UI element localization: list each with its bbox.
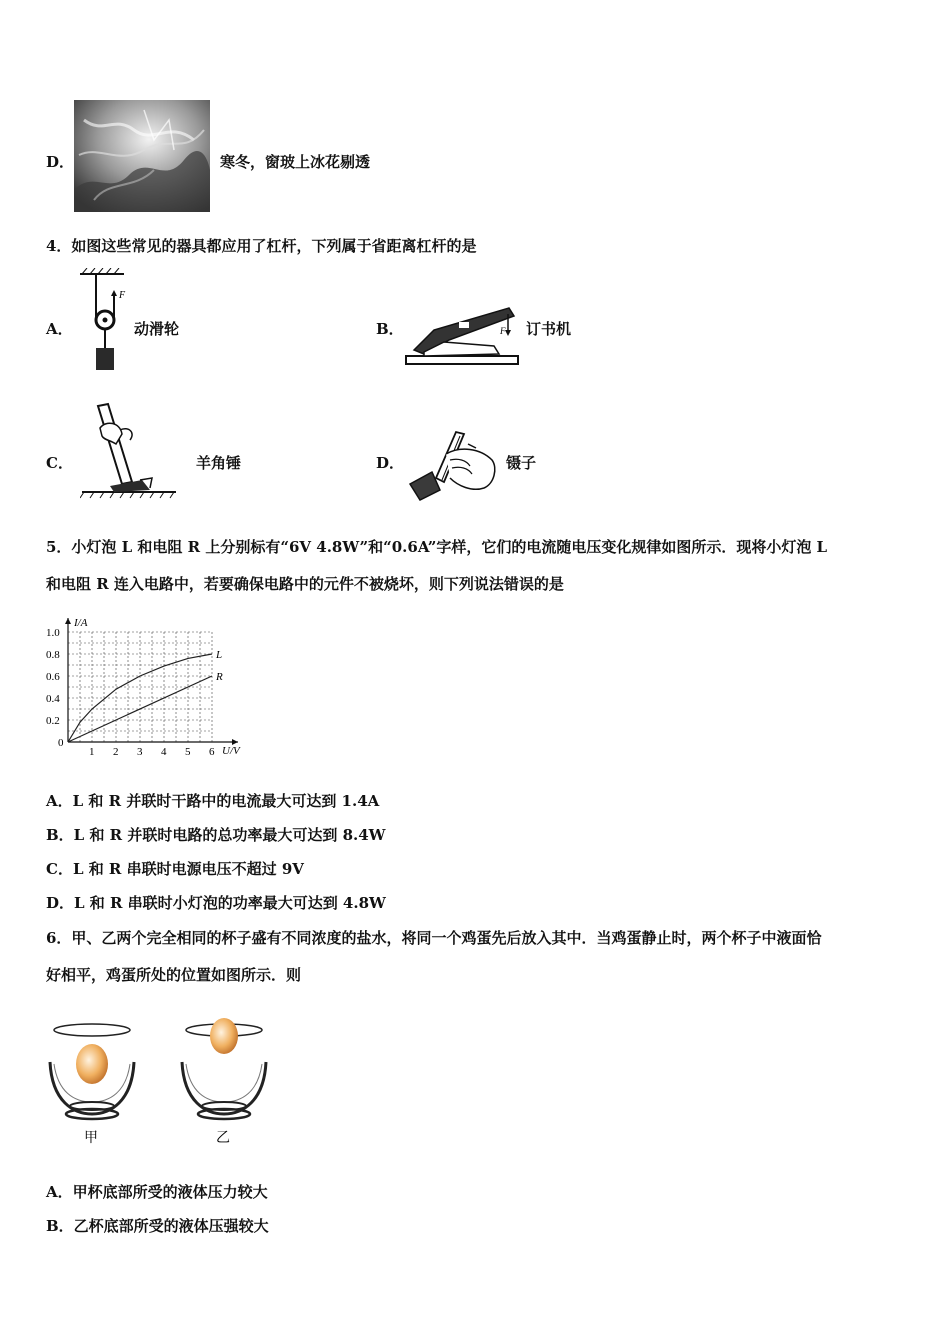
q4-option-d-letter: D．: [376, 454, 405, 472]
x-tick-label: 5: [185, 746, 191, 758]
y-tick-label: 0.8: [46, 649, 60, 661]
chart-ticks: [46, 627, 215, 758]
q4-option-b-text: 订书机: [526, 320, 572, 338]
chart-grid: [68, 632, 212, 742]
q4-stem: 4．如图这些常见的器具都应用了杠杆，下列属于省距离杠杆的是: [46, 237, 477, 255]
q6-option-b: B．乙杯底部所受的液体压强较大: [46, 1217, 269, 1235]
q6-stem-line1: 6．甲、乙两个完全相同的杯子盛有不同浓度的盐水，将同一个鸡蛋先后放入其中．当鸡蛋静止时，两个杯子中液面恰: [46, 929, 822, 947]
series-label-L: L: [216, 649, 223, 661]
q4-option-c-text: 羊角锤: [196, 454, 242, 472]
q5-option-a: A．L 和 R 并联时干路中的电流最大可达到 1.4A: [46, 792, 380, 810]
stapler-icon: [404, 300, 524, 370]
q4-option-c-letter: C．: [46, 454, 73, 472]
x-tick-label: 3: [137, 746, 143, 758]
y-tick-label: 0.4: [46, 693, 60, 705]
q4-option-a-letter: A．: [46, 320, 73, 338]
series-label-R: R: [216, 671, 223, 683]
claw-hammer-icon: [80, 400, 180, 504]
cup-jia: [50, 1024, 134, 1119]
q5-stem-line1: 5．小灯泡 L 和电阻 R 上分别标有“6V 4.8W”和“0.6A”字样，它们的电流随电压变化规律如图所示．现将小灯泡 L: [46, 538, 828, 556]
cup-yi: [182, 1018, 266, 1119]
q5-option-c: C．L 和 R 串联时电源电压不超过 9V: [46, 860, 304, 878]
iu-chart: [44, 606, 254, 762]
force-label-b: F: [500, 326, 506, 336]
movable-pulley-icon: [78, 268, 138, 374]
x-tick-label: 4: [161, 746, 167, 758]
y-tick-label: 0.2: [46, 715, 60, 727]
q3-option-d-letter: D．: [46, 153, 75, 171]
q6-option-a: A．甲杯底部所受的液体压力较大: [46, 1183, 268, 1201]
x-axis-label: U/V: [222, 745, 240, 757]
q5-option-b: B．L 和 R 并联时电路的总功率最大可达到 8.4W: [46, 826, 386, 844]
iu-chart-svg: [44, 606, 254, 762]
q5-stem-line2: 和电阻 R 连入电路中，若要确保电路中的元件不被烧坏，则下列说法错误的是: [46, 575, 564, 593]
origin-label: 0: [58, 737, 64, 749]
x-tick-label: 6: [209, 746, 215, 758]
y-tick-label: 0.6: [46, 671, 60, 683]
frost-window-photo: [74, 100, 210, 212]
cup-label-jia: 甲: [84, 1131, 98, 1146]
egg-cups-figure: [44, 1002, 284, 1152]
y-axis-label: I/A: [74, 617, 88, 629]
x-tick-label: 2: [113, 746, 119, 758]
q6-stem-line2: 好相平，鸡蛋所处的位置如图所示．则: [46, 966, 302, 984]
cup-label-yi: 乙: [216, 1131, 230, 1146]
q4-option-d-text: 镊子: [506, 454, 537, 472]
egg-jia: [76, 1044, 108, 1084]
y-axis-arrow: [65, 618, 71, 624]
frost-photo-graphic: [74, 100, 210, 212]
x-tick-label: 1: [89, 746, 95, 758]
q5-option-d: D．L 和 R 串联时小灯泡的功率最大可达到 4.8W: [46, 894, 386, 912]
q3-option-d-text: 寒冬，窗玻上冰花剔透: [220, 153, 371, 171]
egg-yi: [210, 1018, 238, 1054]
y-tick-label: 1.0: [46, 627, 60, 639]
q4-option-b-letter: B．: [376, 320, 404, 338]
tweezers-icon: [406, 424, 502, 502]
force-label-a: F: [119, 290, 126, 301]
q4-option-a-text: 动滑轮: [134, 320, 180, 338]
